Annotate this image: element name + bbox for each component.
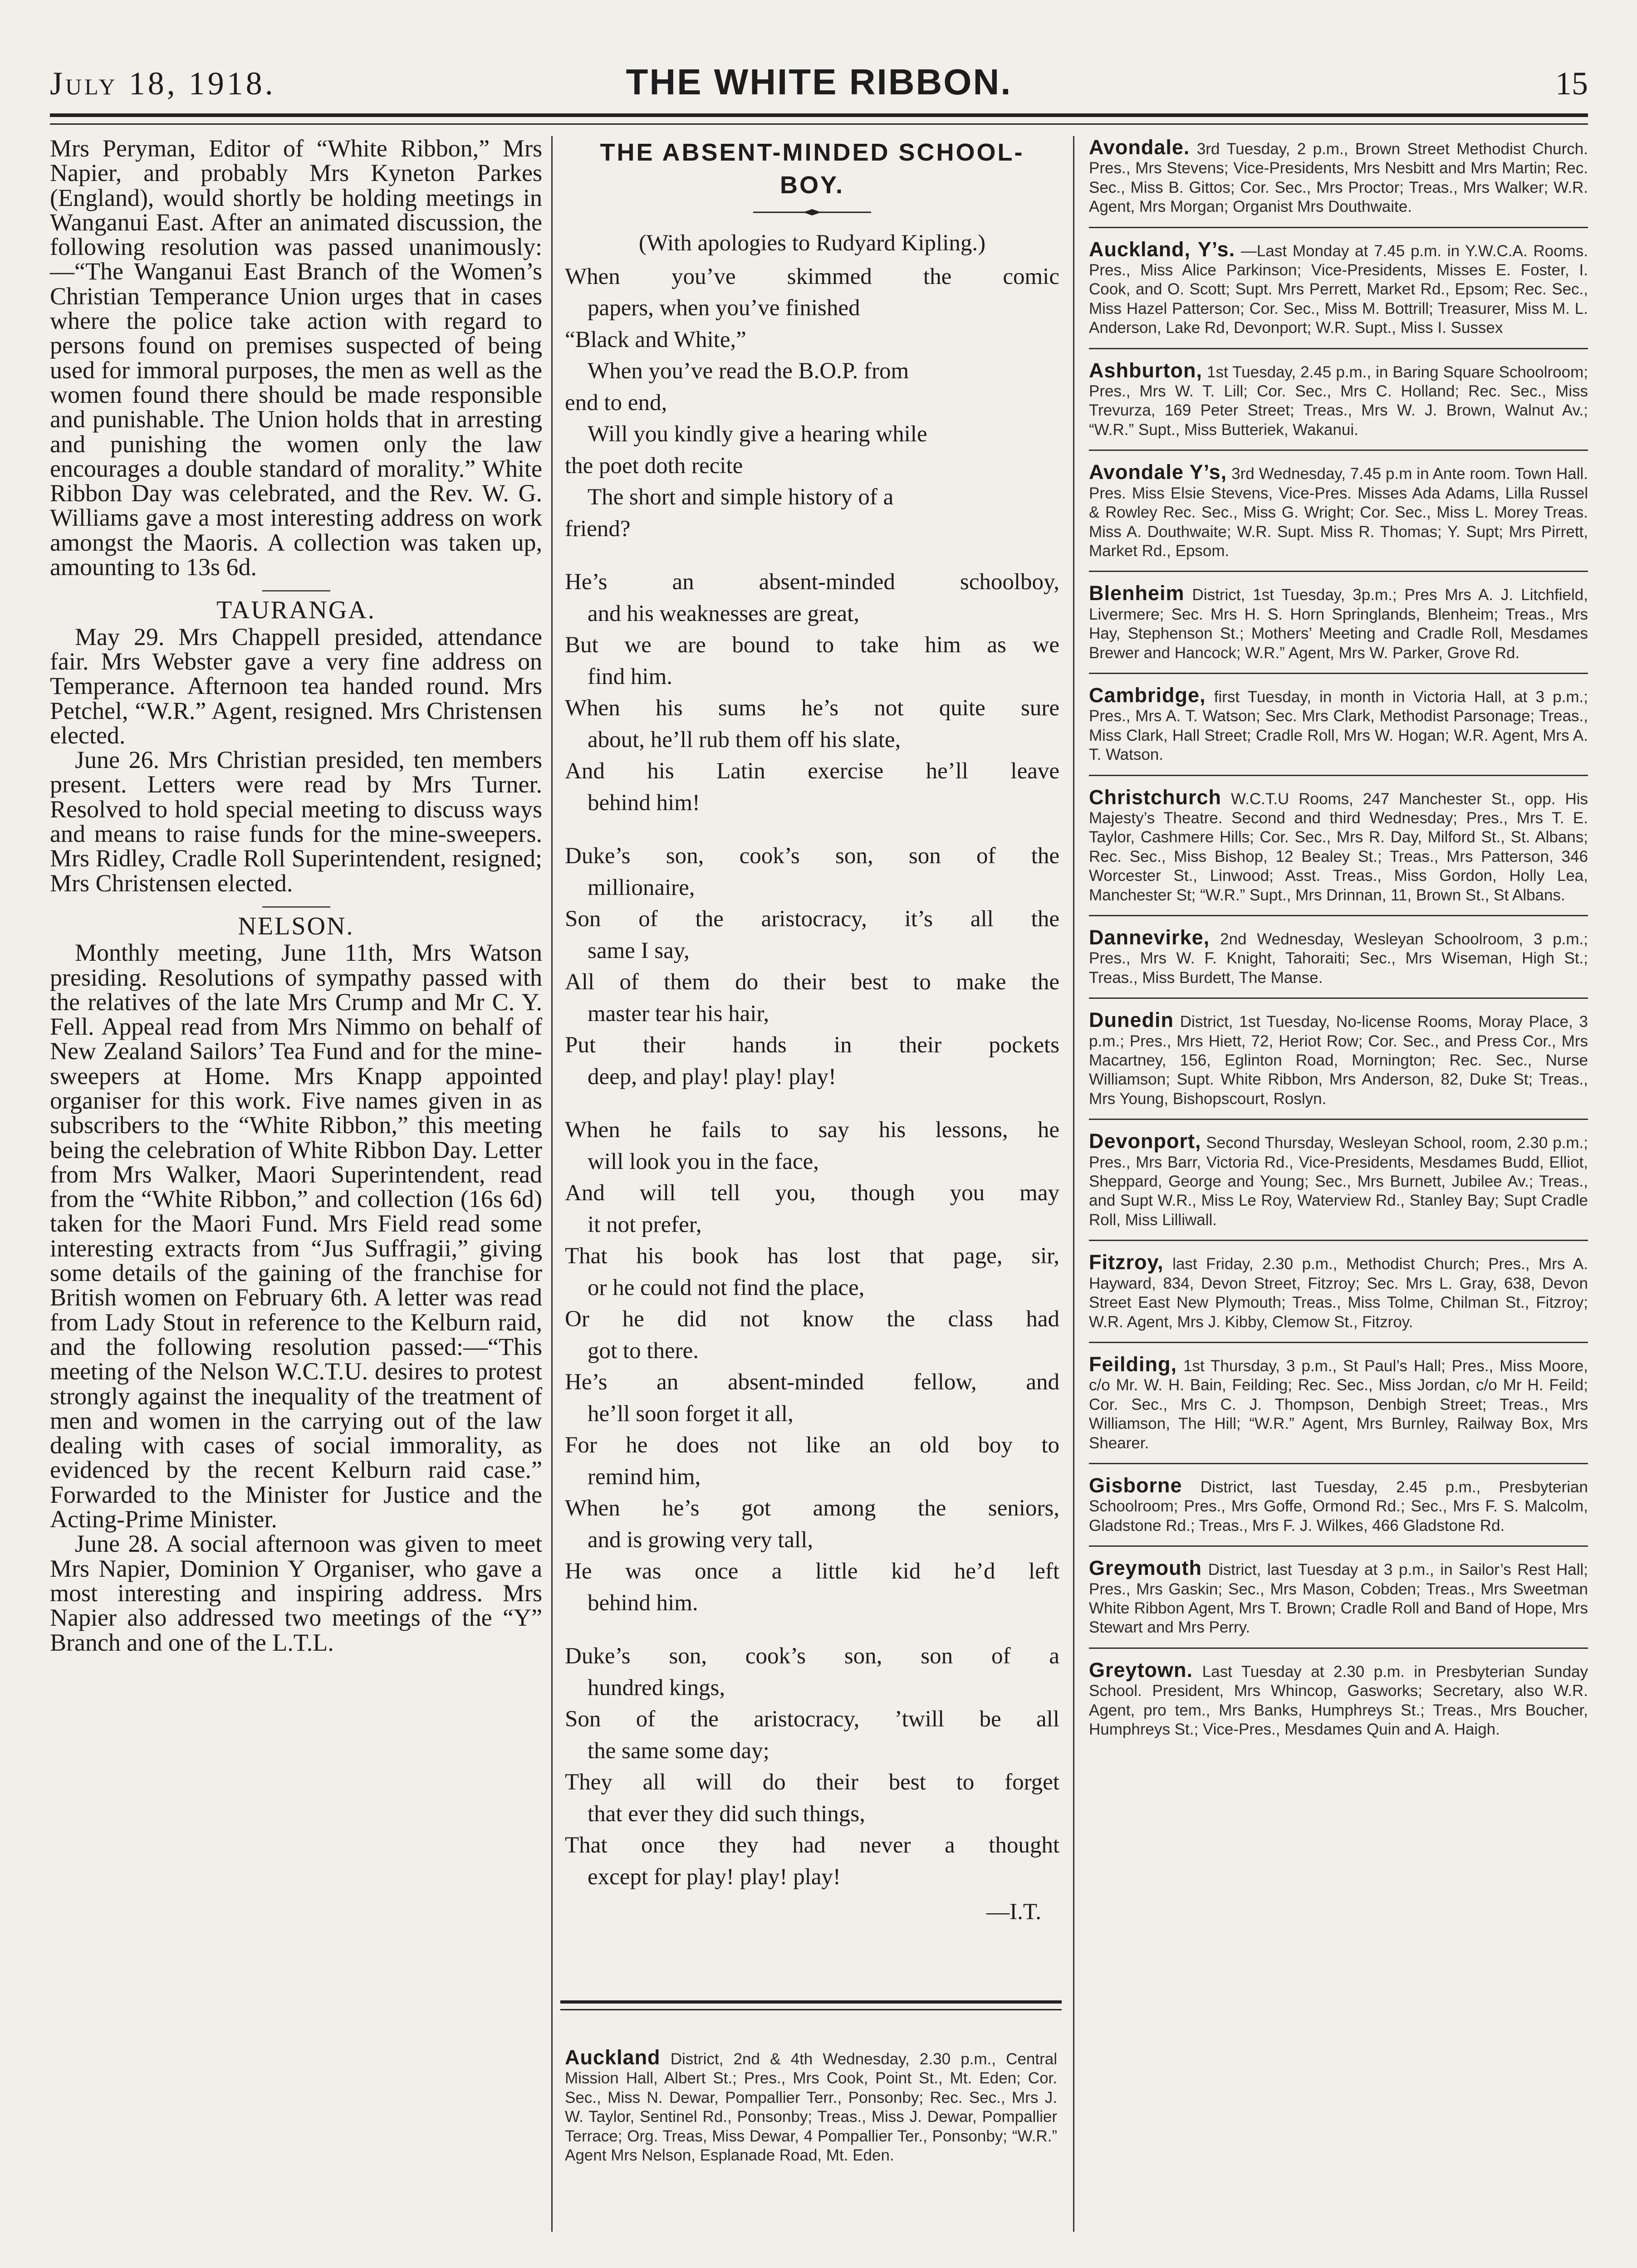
branch-name: Ashburton, — [1089, 358, 1202, 382]
poem-line: All of them do their best to make the — [565, 969, 1059, 995]
report-paragraph: Mrs Peryman, Editor of “White Ribbon,” Mrs Napier, and probably Mrs Kyneton Parkes (England), would shortly be holding meetings in Wanganui East. After an animated discussion, the following resolution was passed unanimously:—“The Wanganui East Branch of the Women’s Christian Temperance Union urges that in cases where the police take action with regard to persons found on premises suspected of being used for immoral purposes, the men as well as the women found there should be made responsible and punishable. The Union holds that in arresting and punishing the women only the law encourages a double standard of morality.” White Ribbon Day was celebrated, and the Rev. W. G. Williams gave a most interesting address on work amongst the Maoris. A collection was taken up, amounting to 13s 6d. — [50, 135, 542, 581]
poem-line: about, he’ll rub them off his slate, — [588, 727, 901, 753]
branch-details: Last Tuesday at 2.30 p.m. in Presbyterian Sunday School. President, Mrs Whincop, Gasworks; Secretary, also W.R. Agent, pro tem., Mrs Banks, Humphreys St.; Treas., Mrs Boucher, Humphreys St.; Vice-Pres., Mesdames Quin and A. Haigh. — [1089, 1662, 1588, 1738]
poem-line: And will tell you, though you may — [565, 1180, 1059, 1206]
branch-details: —Last Monday at 7.45 p.m. in Y.W.C.A. Rooms. Pres., Miss Alice Parkinson; Vice-Presidents, Misses E. Foster, I. Cook, and O. Scott; Supt. Mrs Perrett, Market Rd., Epsom; Rec. Sec., Miss Hazel Patterson; Cor. Sec., Miss M. Bottrill; Treasurer, Miss M. L. Anderson, Lake Rd, Devonport; W.R. Supt., Miss I. Sussex — [1089, 242, 1588, 337]
section-divider — [262, 906, 330, 908]
ornament-divider-icon — [753, 208, 871, 217]
branch-details: District, 1st Tuesday, 3p.m.; Pres Mrs A. J. Litchfield, Livermere; Sec. Mrs H. S. Horn Springlands, Blenheim; Treas., Mrs Hay, Stephenson St.; Mothers’ Meeting and Cradle Roll, Mesdames Brewer and Hancock; W.R.” Agent, Mrs W. Parker, Grove Rd. — [1089, 586, 1588, 662]
branch-name: Devonport, — [1089, 1129, 1201, 1153]
poem-line: master tear his hair, — [588, 1001, 769, 1026]
poem-line: Son of the aristocracy, ’twill be all — [565, 1706, 1059, 1732]
poem-line: the poet doth recite — [565, 453, 743, 479]
poem-title-line: THE ABSENT-MINDED SCHOOL- — [600, 139, 1024, 166]
branch-details: 2nd Wednesday, Wesleyan Schoolroom, 3 p.m.; Pres., Mrs W. F. Knight, Tahoraiti; Sec., Mrs Wiseman, High St.; Treas., Miss Burdett, The Manse. — [1089, 930, 1588, 987]
poem-line: remind him, — [588, 1464, 701, 1490]
poem-stanza — [565, 1114, 1059, 1619]
poem-line: When you’ve read the B.O.P. from — [588, 358, 909, 384]
section-heading-nelson: NELSON. — [238, 912, 354, 940]
directory-entry — [1089, 572, 1588, 674]
poem-dedication: (With apologies to Rudyard Kipling.) — [638, 230, 986, 256]
poem-stanza — [565, 841, 1059, 1093]
poem-title — [565, 136, 1059, 201]
poem-line: millionaire, — [588, 875, 695, 900]
poem-line: He was once a little kid he’d left — [565, 1559, 1059, 1584]
branch-details: District, 2nd & 4th Wednesday, 2.30 p.m., Central Mission Hall, Albert St.; Pres., Mrs Cook, Point St., Mt. Eden; Cor. Sec., Miss N. Dewar, Pompallier Terr., Ponsonby; Rec. Sec., Mrs J. W. Taylor, Sentinel Rd., Ponsonby; Treas., Miss J. Dewar, Pompallier Terrace; Org. Treas, Miss Dewar, 4 Pompallier Ter., Ponsonby; “W.R.” Agent Mrs Nelson, Esplanade Road, Mt. Eden. — [565, 2050, 1057, 2165]
page-header — [50, 61, 1588, 111]
poem-line: For he does not like an old boy to — [565, 1432, 1059, 1458]
poem-line: find him. — [588, 664, 672, 689]
section-divider — [262, 590, 330, 591]
directory-entry — [1089, 776, 1588, 916]
report-paragraph: May 29. Mrs Chappell presided, attendance fair. Mrs Webster gave a very fine address on Temperance. Afternoon tea handed round. Mrs Petchel, “W.R.” Agent, resigned. Mrs Christensen elected. — [50, 623, 542, 749]
branch-name: Greytown. — [1089, 1658, 1193, 1681]
directory-entry — [1089, 1120, 1588, 1241]
poem-line: Put their hands in their pockets — [565, 1032, 1059, 1058]
poem-line: that ever they did such things, — [588, 1801, 865, 1827]
poem-line: He’s an absent-minded fellow, and — [565, 1369, 1059, 1395]
poem-line: Son of the aristocracy, it’s all the — [565, 906, 1059, 932]
column-divider — [1073, 136, 1074, 2232]
section-heading-tauranga: TAURANGA. — [216, 596, 376, 625]
poem-line: Or he did not know the class had — [565, 1306, 1059, 1332]
poem-line: When you’ve skimmed the comic — [565, 264, 1059, 289]
branch-name: Cambridge, — [1089, 683, 1206, 707]
poem-line: deep, and play! play! play! — [588, 1064, 837, 1090]
branch-name: Gisborne — [1089, 1473, 1182, 1497]
poem-line: got to there. — [588, 1338, 699, 1364]
poem-line: same I say, — [588, 938, 690, 963]
branch-details: District, last Tuesday, 2.45 p.m., Presbyterian Schoolroom; Pres., Mrs Goffe, Ormond Rd.; Sec., Mrs F. S. Malcolm, Gladstone Rd.; Treas., Mrs F. J. Wilkes, 466 Gladstone Rd. — [1089, 1478, 1588, 1535]
poem-line: That his book has lost that page, sir, — [565, 1243, 1059, 1269]
masthead-title: THE WHITE RIBBON. — [626, 62, 1012, 102]
poem-line: and is growing very tall, — [588, 1527, 814, 1553]
branch-name: Blenheim — [1089, 582, 1185, 605]
branch-name: Christchurch — [1089, 785, 1222, 809]
directory-column-2 — [565, 2048, 1057, 2165]
page-number: 15 — [1555, 65, 1588, 102]
branch-name: Dannevirke, — [1089, 926, 1210, 949]
poem-end-rule — [560, 2000, 1062, 2010]
poem-line: will look you in the face, — [588, 1149, 819, 1174]
poem-line: friend? — [565, 516, 631, 542]
poem-line: Will you kindly give a hearing while — [588, 421, 927, 447]
poem-line: end to end, — [565, 390, 667, 415]
branch-details: last Friday, 2.30 p.m., Methodist Church; Pres., Mrs A. Hayward, 834, Devon Street, Fitzroy; Sec. Mrs L. Gray, 638, Devon Street East New Plymouth; Treas., Miss Tolme, Chilman St., Fitzroy; W.R. Agent, Mrs J. Kibby, Clemow St., Fitzroy. — [1089, 1255, 1588, 1331]
branch-name: Feilding, — [1089, 1352, 1177, 1376]
branch-details: 3rd Wednesday, 7.45 p.m in Ante room. Town Hall. Pres. Miss Elsie Stevens, Vice-Pres. Misses Ada Adams, Lilla Russel & Rowley Rec. Sec., Miss G. Wright; Cor. Sec., Miss L. Morey Treas. Miss A. Douthwaite; W.R. Supt. Miss R. Thomas; Y. Supt; Mrs Pirrett, Market Rd., Epsom. — [1089, 465, 1588, 560]
directory-entry — [1089, 349, 1588, 451]
branch-name: Dunedin — [1089, 1008, 1174, 1032]
branch-name: Auckland — [565, 2046, 661, 2069]
header-rule — [50, 113, 1588, 125]
poem-line: Duke’s son, cook’s son, son of the — [565, 843, 1059, 869]
poem-line: They all will do their best to forget — [565, 1769, 1059, 1795]
poem-line: The short and simple history of a — [588, 484, 894, 510]
poem-line: He’s an absent-minded schoolboy, — [565, 569, 1059, 595]
poem-signature: —I.T. — [986, 1899, 1041, 1925]
branch-details: 1st Thursday, 3 p.m., St Paul’s Hall; Pres., Miss Moore, c/o Mr. W. H. Bain, Feilding; Rec. Sec., Miss Jordan, c/o Mr H. Feild; Cor. Sec., Mrs C. J. Thompson, Denbigh Street; Treas., Mrs Williamson, The Hill; “W.R.” Agent, Mrs Burnley, Railway Box, Mrs Shearer. — [1089, 1357, 1588, 1452]
poem-line: the same some day; — [588, 1738, 769, 1764]
branch-details: 3rd Tuesday, 2 p.m., Brown Street Methodist Church. Pres., Mrs Stevens; Vice-Presidents, Mrs Nesbitt and Mrs Martin; Rec. Sec., Miss B. Gittos; Cor. Sec., Mrs Proctor; Treas., Mrs Walker; W.R. Agent, Mrs Morgan; Organist Mrs Douthwaite. — [1089, 140, 1588, 216]
directory-entry — [1089, 228, 1588, 349]
poem-column — [565, 136, 1059, 1928]
directory-entry — [1089, 1464, 1588, 1547]
directory-entry — [1089, 916, 1588, 999]
poem-stanza — [565, 567, 1059, 819]
directory-entry — [565, 2048, 1057, 2165]
poem-line: When his sums he’s not quite sure — [565, 695, 1059, 721]
poem-stanza — [565, 1641, 1059, 1893]
branch-name: Fitzroy, — [1089, 1251, 1164, 1274]
column-divider — [551, 136, 553, 2232]
poem-line: he’ll soon forget it all, — [588, 1401, 794, 1427]
poem-line: “Black and White,” — [565, 327, 746, 352]
poem-line: except for play! play! play! — [588, 1864, 841, 1890]
report-paragraph: June 26. Mrs Christian presided, ten members present. Letters were read by Mrs Turner. Resolved to hold special meeting to discuss ways and means to raise funds for the mine-sweepers. Mrs Ridley, Cradle Roll Superintendent, resigned; Mrs Christensen elected. — [50, 746, 542, 897]
branch-name: Greymouth — [1089, 1556, 1202, 1580]
poem-title-line: BOY. — [779, 171, 845, 199]
directory-entry — [1089, 451, 1588, 572]
poem-line: Duke’s son, cook’s son, son of a — [565, 1643, 1059, 1669]
branch-details: first Tuesday, in month in Victoria Hall, at 3 p.m.; Pres., Mrs A. T. Watson; Sec. Mrs Clark, Methodist Parsonage; Treas., Miss Clark, Hall Street; Cradle Roll, Mrs W. Hogan; W.R. Agent, Mrs A. T. Watson. — [1089, 688, 1588, 764]
poem-line: But we are bound to take him as we — [565, 632, 1059, 658]
branch-directory-column — [1089, 136, 1588, 1739]
poem-stanza — [565, 261, 1059, 545]
branch-name: Auckland, Y’s. — [1089, 237, 1235, 261]
report-paragraph: June 28. A social afternoon was given to meet Mrs Napier, Dominion Y Organiser, who gave a most interesting and inspiring address. Mrs Napier also addressed two meetings of the “Y” Branch and one of the L.T.L. — [50, 1530, 542, 1656]
branch-details: Second Thursday, Wesleyan School, room, 2.30 p.m.; Pres., Mrs Barr, Victoria Rd., Vice-Presidents, Mesdames Budd, Elliot, Sheppard, George and Young; Sec., Mrs Burnett, Jubilee Av.; Treas., and Supt W.R., Miss Le Roy, Waterview Rd., Stanley Bay; Supt Cradle Roll, Miss Lilliwall. — [1089, 1134, 1588, 1229]
poem-line: and his weaknesses are great, — [588, 601, 860, 626]
directory-entry — [1089, 674, 1588, 776]
branch-details: 1st Tuesday, 2.45 p.m., in Baring Square Schoolroom; Pres., Mrs W. T. Lill; Cor. Sec., Mrs C. Holland; Rec. Sec., Miss Trevurza, 169 Peter Street; Treas., Mrs W. J. Brown, Walnut Av.; “W.R.” Supt., Miss Butteriek, Wakanui. — [1089, 363, 1588, 439]
directory-entry — [1089, 136, 1588, 228]
poem-line: papers, when you’ve finished — [588, 295, 860, 321]
poem-line: behind him! — [588, 790, 700, 816]
branch-details: District, 1st Tuesday, No-license Rooms, Moray Place, 3 p.m.; Pres., Mrs Hiett, 72, Heriot Row; Cor. Sec., and Press Cor., Mrs Macartney, 156, Eglinton Road, Mornington; Rec. Sec., Nurse Williamson; Supt. White Ribbon, Mrs Anderson, 82, Duke St; Treas., Mrs Young, Bishopscourt, Roslyn. — [1089, 1013, 1588, 1108]
poem-line: it not prefer, — [588, 1212, 702, 1237]
poem-line: behind him. — [588, 1590, 698, 1616]
poem-line: And his Latin exercise he’ll leave — [565, 758, 1059, 784]
issue-date: July 18, 1918. — [50, 65, 276, 102]
directory-entry — [1089, 1547, 1588, 1649]
branch-details: W.C.T.U Rooms, 247 Manchester St., opp. His Majesty’s Theatre. Second and third Wednesday; Pres., Mrs T. E. Taylor, Cashmere Hills; Cor. Sec., Mrs R. Day, Milford St., St. Albans; Rec. Sec., Miss Bishop, 12 Bealey St.; Treas., Mrs Patterson, 346 Worcester St., Linwood; Asst. Treas., Miss Gordon, Holly Lea, Manchester St; “W.R.” Supt., Mrs Drinnan, 11, Brown St., St Albans. — [1089, 790, 1588, 904]
poem-line: When he’s got among the seniors, — [565, 1496, 1059, 1521]
branch-details: District, last Tuesday at 3 p.m., in Sailor’s Rest Hall; Pres., Mrs Gaskin; Sec., Mrs Mason, Cobden; Treas., Mrs Sweetman White Ribbon Agent, Mrs T. Brown; Cradle Roll and Band of Hope, Mrs Stewart and Mrs Perry. — [1089, 1561, 1588, 1637]
directory-entry — [1089, 1343, 1588, 1464]
directory-entry — [1089, 999, 1588, 1120]
directory-entry — [1089, 1649, 1588, 1740]
poem-line: That once they had never a thought — [565, 1833, 1059, 1858]
poem-line: or he could not find the place, — [588, 1275, 865, 1300]
branch-name: Avondale Y’s, — [1089, 460, 1227, 484]
poem-line: When he fails to say his lessons, he — [565, 1117, 1059, 1143]
report-paragraph: Monthly meeting, June 11th, Mrs Watson presiding. Resolutions of sympathy passed with the relatives of the late Mrs Crump and Mr C. Y. Fell. Appeal read from Mrs Nimmo on behalf of New Zealand Sailors’ Tea Fund and for the mine-sweepers at Home. Mrs Knapp appointed organiser for this work. Five names given in as subscribers to the “White Ribbon,” this meeting being the celebration of White Ribbon Day. Letter from Mrs Walker, Maori Superintendent, read from the “White Ribbon,” and collection (16s 6d) taken for the Maori Fund. Mrs Field read some interesting extracts from “Jus Suffragii,” giving some details of the gaining of the franchise for British women on February 6th. A letter was read from Lady Stout in reference to the Kelburn raid, and the following resolution passed:—“This meeting of the Nelson W.C.T.U. desires to protest strongly against the inequality of the treatment of men and women in the carrying out of the law dealing with cases of social immorality, as evidenced by the recent Kelburn raid case.” Forwarded to the Minister for Justice and the Acting-Prime Minister. — [50, 939, 542, 1533]
branch-name: Avondale. — [1089, 136, 1190, 159]
branch-reports-column — [50, 136, 542, 1655]
poem-line: hundred kings, — [588, 1675, 725, 1701]
directory-entry — [1089, 1241, 1588, 1343]
